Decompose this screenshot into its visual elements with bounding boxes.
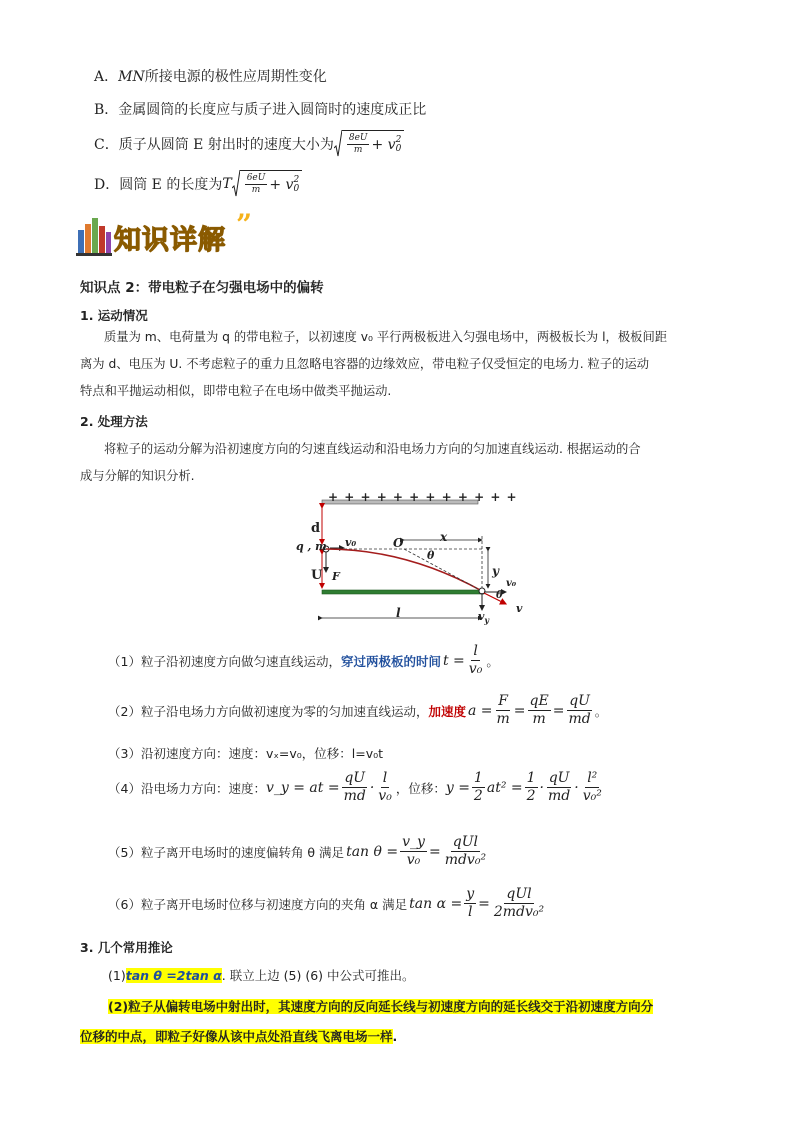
item-4-f3n: 1: [473, 770, 483, 786]
banner: [76, 208, 266, 256]
item-5-f1n: v_y: [402, 834, 425, 850]
label-d: d: [311, 521, 321, 536]
paragraph-2: [80, 436, 720, 490]
banner-title: 知识详解: [114, 225, 226, 256]
label-v0-right: v₀: [506, 578, 517, 589]
option-d-tail: + v: [269, 176, 294, 193]
label-plus-signs: + + + + + + + + + + + +: [328, 490, 518, 504]
corollary-2-line1: (2)粒子从偏转电场中射出时，其速度方向的反向延长线与初速度方向的延长线交于沿初速度方向分: [108, 999, 654, 1014]
bottom-plate: [322, 590, 484, 594]
item-4-frac6: [581, 770, 604, 805]
label-vy-sub: y: [484, 615, 490, 626]
option-b: B．金属圆筒的长度应与质子进入圆筒时的速度成正比: [94, 102, 427, 118]
item-4-f4d: 2: [526, 788, 536, 804]
item-2-frac1: [495, 693, 512, 728]
option-c-num: 8eU: [348, 133, 368, 143]
item-4-frac3: [472, 770, 485, 805]
item-2-end: 。: [594, 703, 608, 719]
books-icon: [76, 212, 112, 256]
item-2-frac2: [528, 693, 551, 728]
item-2-f3n: qU: [569, 693, 590, 709]
item-4-frac1: [342, 770, 368, 805]
item-3: （3）沿初速度方向：速度：vₓ=v₀，位移：l=v₀t: [108, 746, 384, 761]
radical-icon: [232, 170, 240, 198]
item-5-frac2: [443, 834, 488, 869]
label-l: l: [396, 606, 401, 620]
option-d-den: m: [251, 185, 261, 195]
option-c-tail: + v: [371, 136, 396, 153]
corollary-2-end: .: [392, 1029, 398, 1044]
deflection-diagram: [296, 490, 536, 630]
item-2-b: 加速度: [428, 703, 466, 719]
item-2-frac3: [566, 693, 592, 728]
item-1: [108, 643, 499, 678]
label-qm: q , m: [296, 540, 327, 553]
item-2-eq: a =: [467, 702, 493, 719]
item-4-f5d: md: [547, 788, 571, 804]
item-5-a: （5）粒子离开电场时的速度偏转角 θ 满足: [108, 844, 345, 860]
item-4-b: ，位移：: [395, 780, 446, 796]
item-4-f6n: l²: [587, 770, 598, 786]
label-vy: [478, 610, 489, 625]
option-d-sqrt: [232, 170, 302, 198]
item-2-f1n: F: [498, 693, 509, 709]
item-4-f1d: md: [343, 788, 366, 804]
item-1-eq: t =: [442, 652, 465, 669]
item-4-frac2: [376, 770, 394, 805]
item-4-f5n: qU: [548, 770, 570, 786]
item-2-f2n: qE: [529, 693, 549, 709]
trajectory: [326, 549, 482, 591]
p1-line1: 质量为 m、电荷量为 q 的带电粒子，以初速度 v₀ 平行两极板进入匀强电场中，两极板长为 l，极板间距: [104, 330, 668, 344]
item-6-f1d: l: [467, 904, 473, 920]
diagram-svg: [296, 494, 536, 630]
option-c-den: m: [353, 145, 363, 155]
corollary-2-line2: 位移的中点，即粒子好像从该中点处沿直线飞离电场一样: [80, 1029, 393, 1044]
option-a-mn: MN: [118, 69, 145, 85]
option-c-sup: 2 0: [395, 134, 402, 154]
item-5-f2d: mdv₀²: [444, 852, 487, 868]
item-5: （5）粒子离开电场时的速度偏转角 θ 满足 tan θ = $\frac{v\_y}{\text{v₀}}$ = $\frac{\text{qUl}}{\text{mdv₀²}}$: [108, 834, 487, 868]
label-v: v: [516, 602, 523, 615]
item-6-frac1: [464, 886, 476, 921]
item-6-frac2: [492, 886, 546, 921]
radical-icon: [334, 130, 342, 158]
item-5-f1d: v₀: [406, 852, 421, 868]
item-4-f2n: l: [382, 770, 388, 786]
item-4-a: （4）沿电场力方向：速度：: [108, 780, 266, 796]
label-v0: v₀: [345, 536, 357, 549]
p1-line2: 离为 d、电压为 U. 不考虑粒子的重力且忽略电容器的边缘效应，带电粒子仅受恒定的电场力. 粒子的运动: [80, 357, 650, 371]
corollary-1-prefix: (1): [108, 968, 126, 983]
p2-line2: 成与分解的知识分析.: [80, 469, 195, 483]
item-1-frac: [467, 643, 485, 678]
item-6-f2d: 2mdv₀²: [493, 904, 545, 920]
p1-line3: 特点和平抛运动相似，即带电粒子在电场中做类平抛运动.: [80, 384, 392, 398]
option-a-text: 所接电源的极性应周期性变化: [144, 69, 327, 85]
item-4-f4n: 1: [526, 770, 536, 786]
item-1-b: 穿过两极板的时间: [340, 653, 441, 669]
item-2: （2）粒子沿电场力方向做初速度为零的匀加速直线运动， 加速度 a = $\frac{F}{m}$ = $\frac{qE}{m}$ = $\frac{qU}{md}$ 。: [108, 693, 608, 727]
item-1-end: 。: [486, 653, 499, 669]
item-2-a: （2）粒子沿电场力方向做初速度为零的匀加速直线运动，: [108, 703, 429, 719]
item-5-eq: tan θ =: [346, 843, 399, 860]
item-6-f2n: qUl: [506, 886, 532, 902]
item-5-frac1: [400, 834, 427, 869]
option-d-num: 6eU: [246, 173, 266, 183]
item-4: （4）沿电场力方向：速度： v_y = at = $\frac{qU}{md}$ · $\frac{l}{\text{v₀}}$ ，位移： y = $\frac{1}{2}$ at² = $\frac{1}{2}$ · $\frac{qU}{md}$ · $\frac{\text{l²}}{\text{v₀²}}$: [108, 770, 602, 804]
item-4-at: at² =: [486, 779, 523, 796]
p2-line1: 将粒子的运动分解为沿初速度方向的匀速直线运动和沿电场力方向的匀加速直线运动. 根据运动的合: [104, 442, 641, 456]
label-theta-right: θ: [496, 590, 503, 601]
corollary-1-highlight: tan θ =2tan α: [125, 968, 222, 983]
heading-2: 2. 处理方法: [80, 414, 148, 429]
item-5-f2n: qUl: [452, 834, 478, 850]
item-2-f2d: m: [532, 711, 546, 727]
item-4-eq2: y =: [445, 779, 470, 796]
option-c: [94, 130, 404, 158]
item-1-den: v₀: [468, 661, 483, 677]
item-2-f3d: md: [568, 711, 591, 727]
label-F: F: [332, 570, 340, 583]
label-y: y: [492, 564, 499, 578]
option-d-T: T: [222, 176, 232, 192]
option-d-sup: 2 0: [293, 174, 300, 194]
item-4-f1n: qU: [344, 770, 366, 786]
item-6-f1n: y: [466, 886, 475, 902]
item-1-num: l: [473, 643, 478, 659]
item-6-eq: tan α =: [409, 895, 463, 912]
banner-quote: ”: [236, 208, 253, 241]
item-4-f3d: 2: [473, 788, 483, 804]
corollary-2: [80, 992, 720, 1052]
option-d-frac: [245, 173, 268, 196]
option-d: [94, 170, 302, 198]
option-c-frac: [347, 133, 370, 156]
heading-1: 1. 运动情况: [80, 308, 148, 323]
paragraph-1: [80, 324, 720, 405]
label-U: U: [311, 568, 323, 583]
item-2-f1d: m: [496, 711, 510, 727]
label-O: O: [393, 536, 404, 550]
option-a: [94, 66, 327, 86]
option-c-sqrt: [334, 130, 404, 158]
item-4-eq1: v_y = at =: [265, 779, 340, 796]
item-4-f2d: v₀: [378, 788, 392, 804]
option-d-text: D．圆筒 E 的长度为: [94, 177, 223, 193]
option-c-text: C．质子从圆筒 E 射出时的速度大小为: [94, 137, 334, 153]
section-title: 知识点 2：带电粒子在匀强电场中的偏转: [80, 280, 324, 296]
corollary-1: [108, 966, 415, 984]
item-6: （6）粒子离开电场时位移与初速度方向的夹角 α 满足 tan α = $\frac{y}{l}$ = $\frac{\text{qUl}}{\text{2mdv₀²}}$: [108, 886, 545, 920]
item-6-a: （6）粒子离开电场时位移与初速度方向的夹角 α 满足: [108, 896, 408, 912]
item-4-frac5: [546, 770, 572, 805]
item-4-frac4: [525, 770, 538, 805]
label-vy-main: v: [478, 610, 485, 623]
item-1-a: （1）粒子沿初速度方向做匀速直线运动，: [108, 653, 341, 669]
heading-3: 3. 几个常用推论: [80, 940, 173, 955]
corollary-1-rest: . 联立上边 (5) (6) 中公式可推出。: [221, 968, 415, 983]
option-a-prefix: A．: [94, 69, 119, 85]
label-theta: θ: [427, 549, 435, 562]
item-4-f6d: v₀²: [582, 788, 602, 804]
label-x: x: [440, 530, 448, 544]
